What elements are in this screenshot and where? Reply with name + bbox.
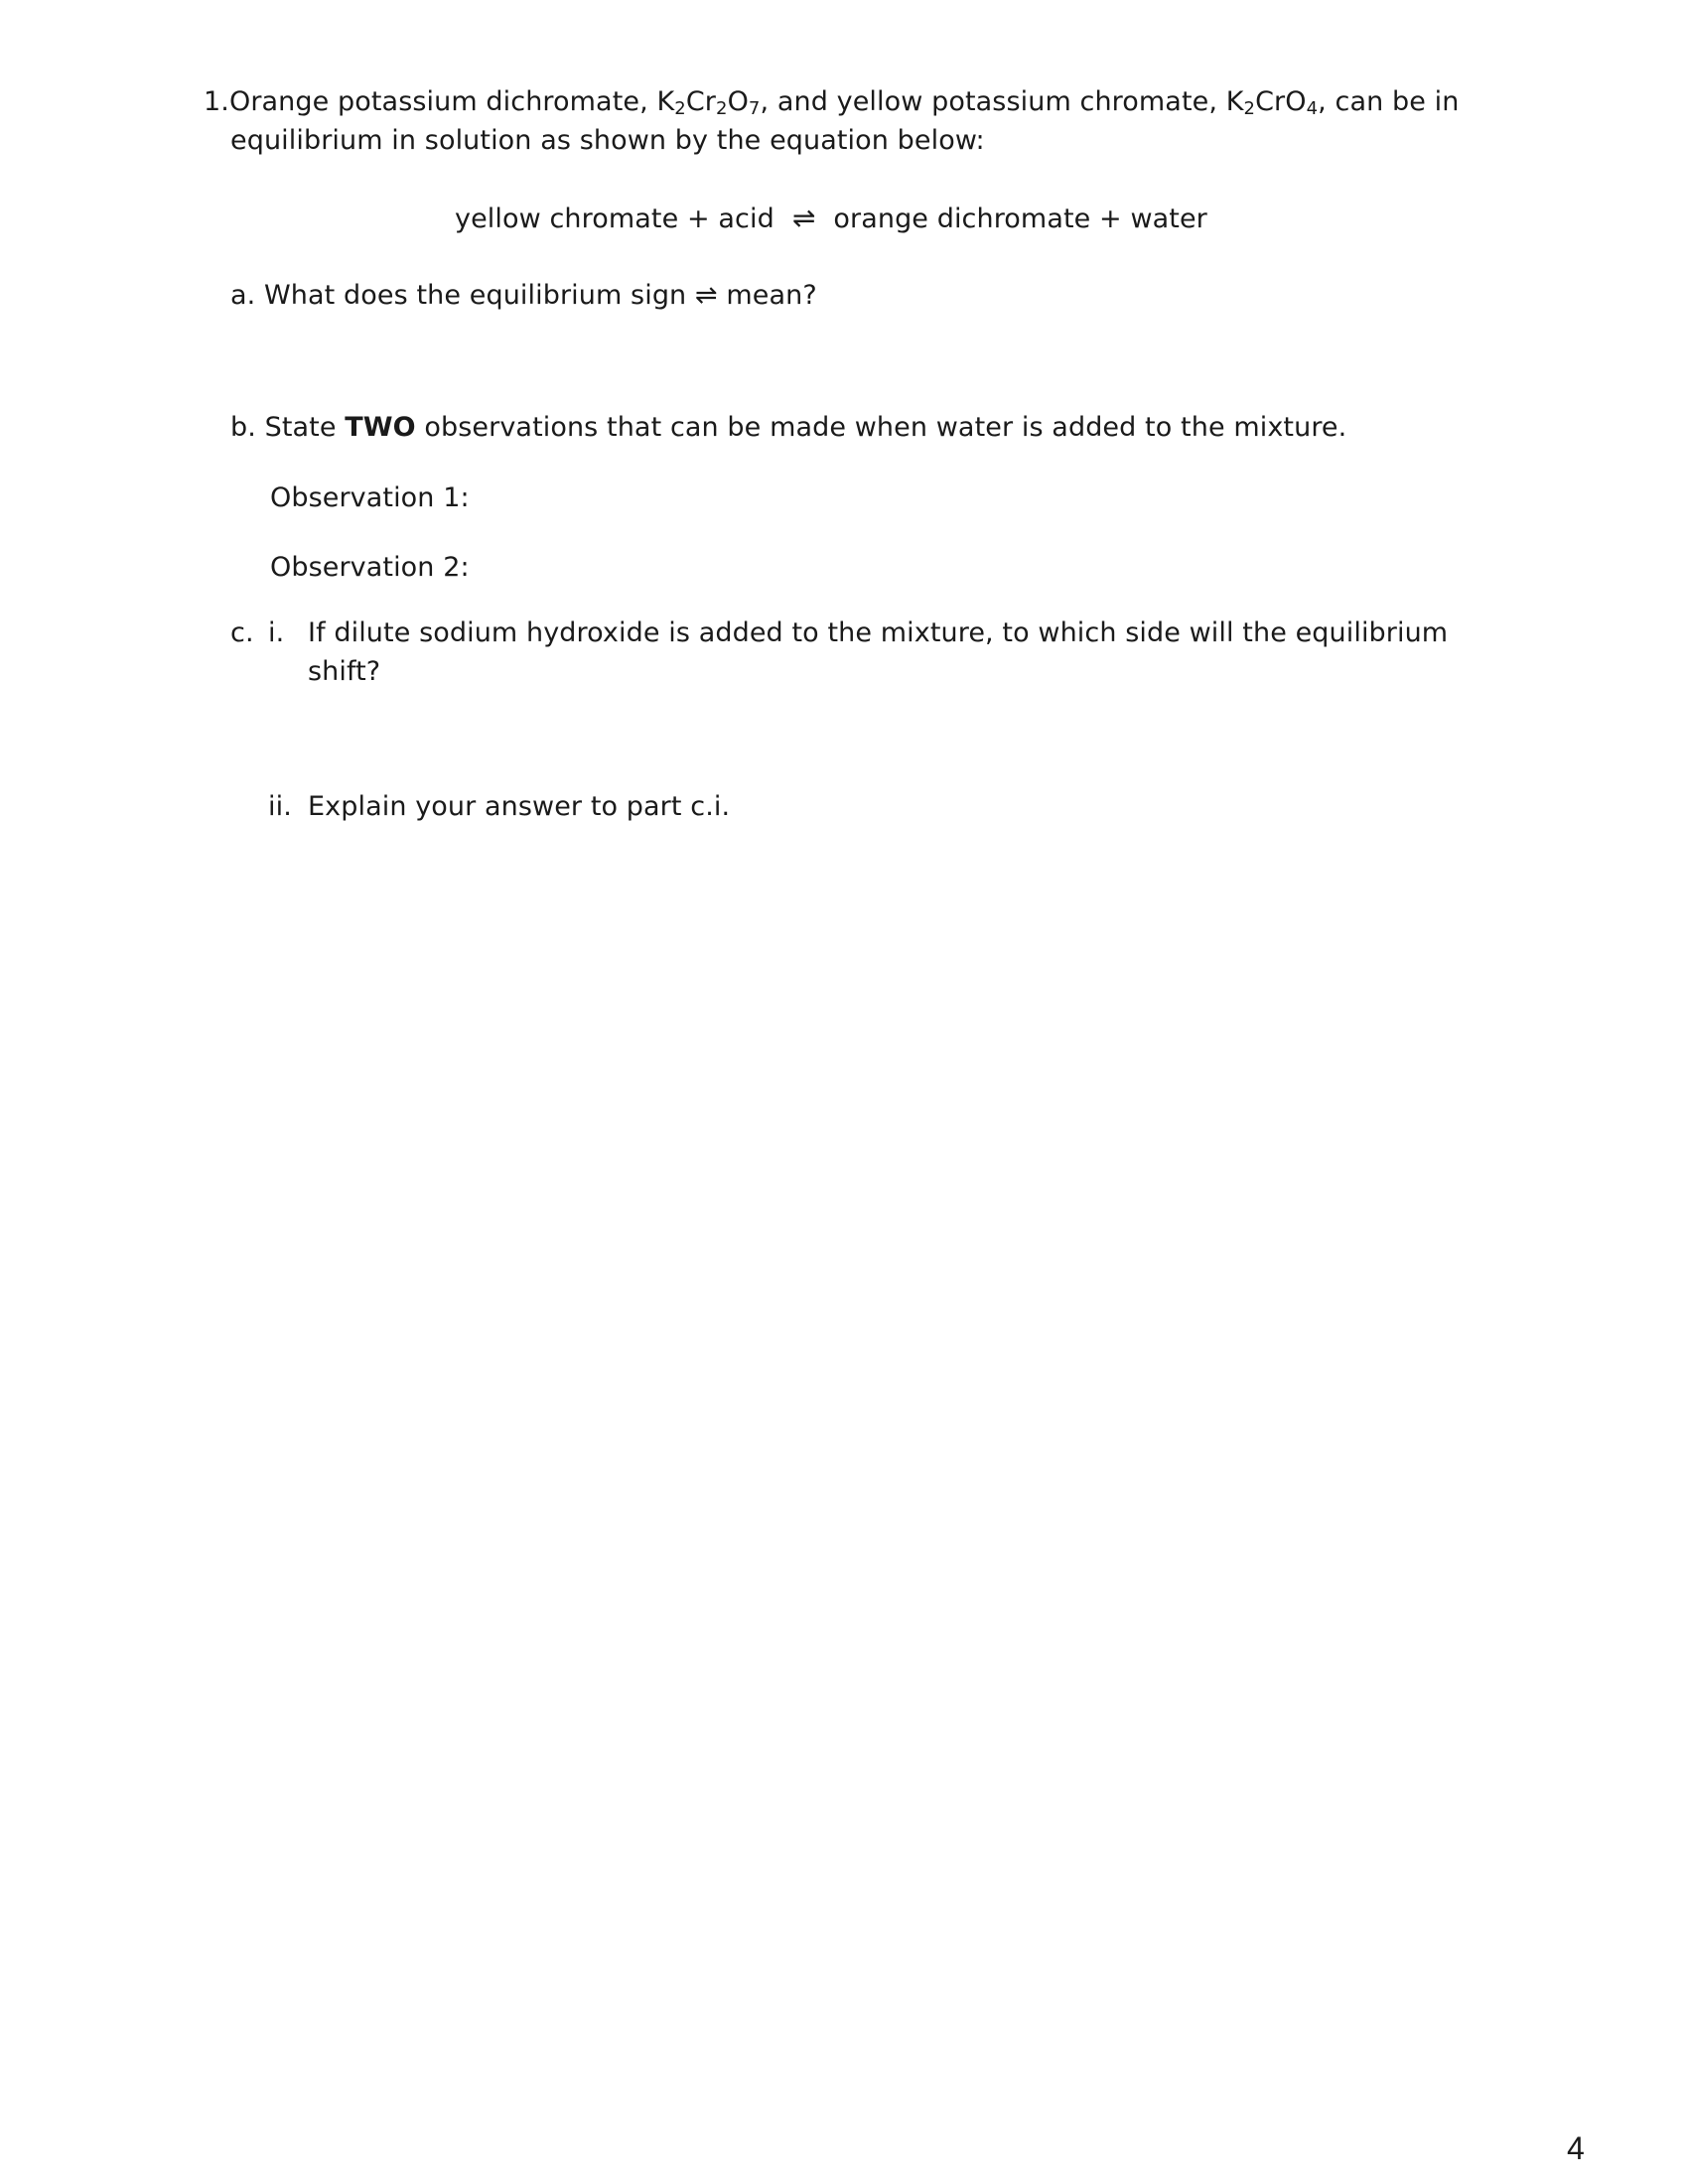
part-c-marker: c.	[230, 617, 254, 648]
equilibrium-arrow-icon: ⇌	[791, 202, 816, 234]
observation-2-label: Observation 2:	[270, 552, 470, 583]
part-a-question: a. What does the equilibrium sign ⇌ mean?	[230, 277, 817, 315]
part-a-marker: a.	[230, 280, 256, 311]
page-number: 4	[1567, 2130, 1585, 2166]
equilibrium-equation	[455, 200, 1207, 238]
observation-1-label: Observation 1:	[270, 482, 470, 513]
equation-left: yellow chromate + acid	[455, 204, 774, 234]
equilibrium-sign-icon: ⇌	[694, 280, 718, 311]
part-c-i-marker: i.	[268, 617, 285, 648]
equation-right: orange dichromate + water	[833, 204, 1207, 234]
part-c-i-question-line-1: c. i. If dilute sodium hydroxide is added to the mixture, to which side will the equilibrium	[230, 614, 1496, 652]
question-intro-line-1: 1.Orange potassium dichromate, $K_2Cr_2O_7$, and yellow potassium chromate, $K_2CrO_4$, can be in	[204, 86, 1460, 119]
part-c-ii-marker: ii.	[268, 791, 292, 822]
part-c-i-question-line-2: shift?	[308, 656, 381, 687]
part-b-question: b. State TWO observations that can be made when water is added to the mixture.	[230, 409, 1346, 447]
question-number: 1.	[204, 86, 229, 117]
part-b-marker: b.	[230, 412, 256, 443]
part-c-ii-question: ii. Explain your answer to part c.i.	[268, 788, 730, 826]
question-intro-line-2: equilibrium in solution as shown by the equation below:	[230, 125, 985, 156]
emphasis-two: TWO	[345, 412, 416, 443]
